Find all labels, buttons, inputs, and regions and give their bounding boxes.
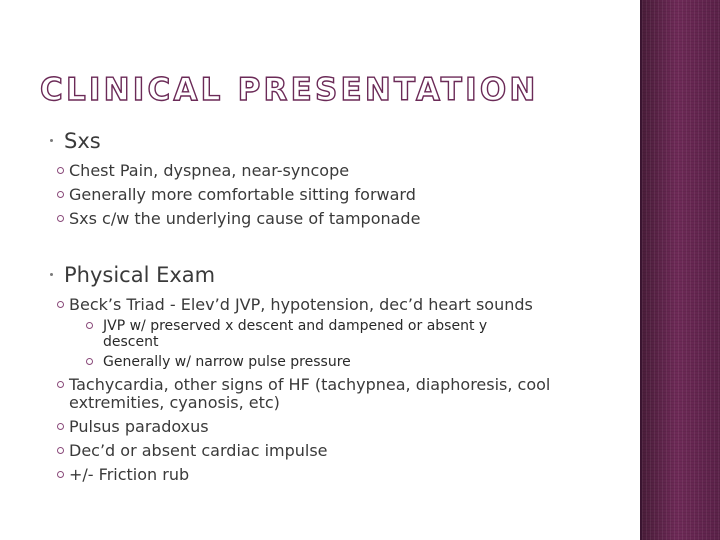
ring-bullet-icon: [57, 447, 64, 454]
list-item: Sxs c/w the underlying cause of tamponade: [50, 210, 630, 228]
section-physical-exam: [50, 262, 630, 484]
ring-bullet-icon: [57, 215, 64, 222]
ring-bullet-icon: [57, 381, 64, 388]
section-sxs: [50, 128, 630, 228]
section-heading-sxs: [50, 128, 630, 154]
section-heading-physical-exam: [50, 262, 630, 288]
ring-bullet-icon: [86, 322, 93, 329]
section-heading-label: Physical Exam: [64, 263, 216, 287]
ring-bullet-icon: [57, 301, 64, 308]
ring-bullet-icon: [57, 167, 64, 174]
ring-bullet-icon: [86, 358, 93, 365]
sub-list-item: JVP w/ preserved x descent and dampened or absent y descent: [86, 318, 543, 350]
section-heading-label: Sxs: [64, 129, 101, 153]
list-item: Tachycardia, other signs of HF (tachypnea, diaphoresis, cool extremities, cyanosis, etc): [50, 376, 589, 412]
list-item: Generally more comfortable sitting forward: [50, 186, 630, 204]
decorative-sidebar: [642, 0, 720, 540]
slide-title: CLINICAL PRESENTATION: [40, 72, 539, 108]
list-item: +/- Friction rub: [50, 466, 630, 484]
slide-body: [50, 128, 630, 484]
sub-list: [50, 318, 630, 370]
list-item: Pulsus paradoxus: [50, 418, 630, 436]
ring-bullet-icon: [57, 423, 64, 430]
list-item: Chest Pain, dyspnea, near-syncope: [50, 162, 630, 180]
ring-bullet-icon: [57, 471, 64, 478]
sub-list-item: Generally w/ narrow pulse pressure: [86, 354, 630, 370]
ring-bullet-icon: [57, 191, 64, 198]
list-item: Beck’s Triad - Elev’d JVP, hypotension, dec’d heart sounds: [50, 296, 549, 314]
list-item: Dec’d or absent cardiac impulse: [50, 442, 630, 460]
